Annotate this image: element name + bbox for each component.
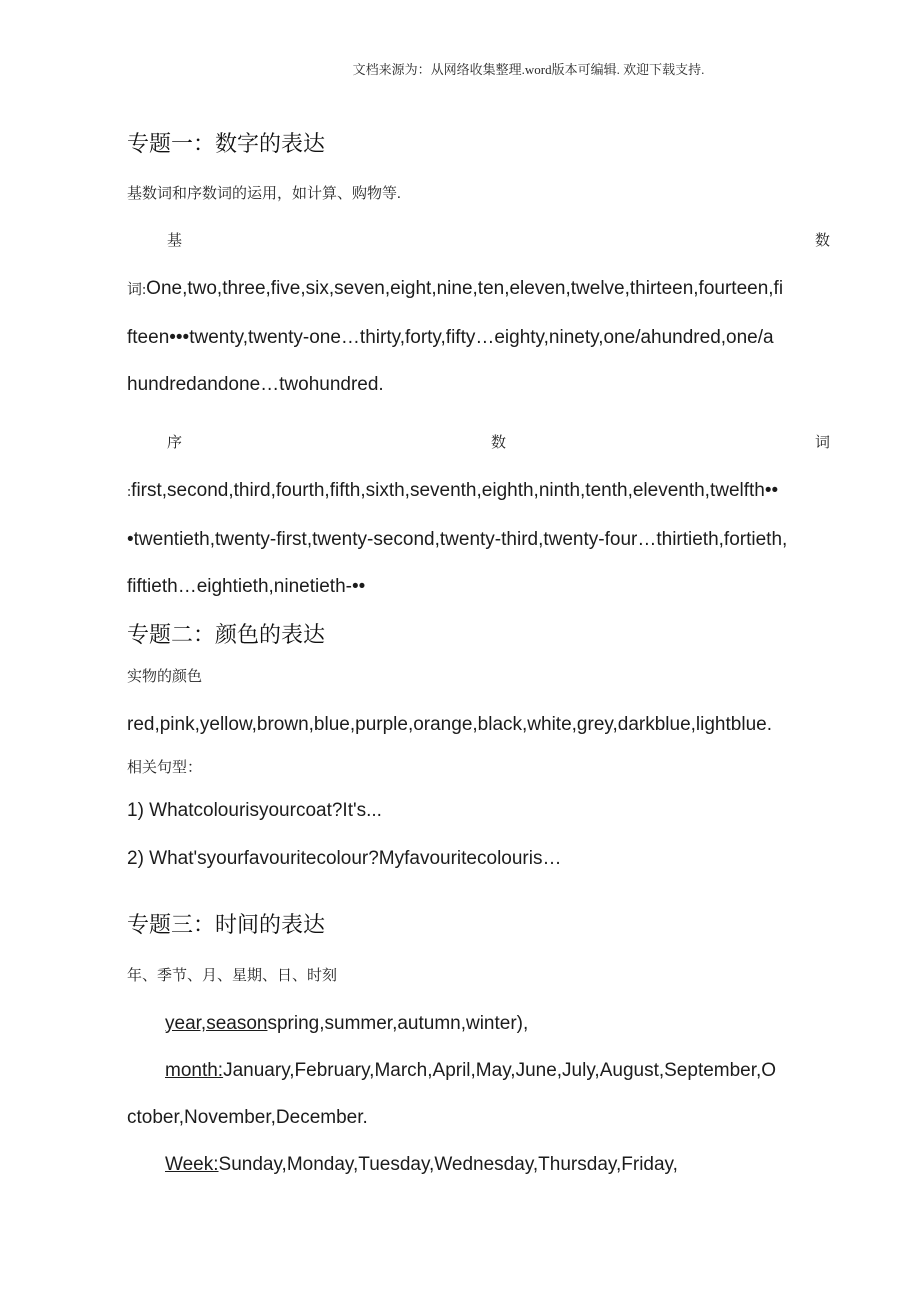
month-wrap-line: ctober,November,December.: [127, 1107, 368, 1128]
section-3-title: 专题三：时间的表达: [127, 912, 326, 937]
ordinal-numbers-line-2: •twentieth,twenty-first,twenty-second,twenty-third,twenty-four…thirtieth,fortieth,: [127, 529, 788, 550]
cardinal-label-wrap-prefix: 词:: [127, 282, 147, 298]
sentence-pattern-item-2: 2) What'syourfavouritecolour?Myfavouritecolouris…: [127, 848, 562, 869]
ordinal-numbers-line-1-text: first,second,third,fourth,fifth,sixth,seventh,eighth,ninth,tenth,eleventh,twelfth••: [131, 480, 779, 501]
ordinal-label-char-mid: 数: [490, 435, 506, 451]
cardinal-label-char-right: 数: [814, 233, 830, 249]
section-2-subtitle: 实物的颜色: [127, 669, 203, 685]
week-line: [127, 1141, 830, 1188]
ordinal-numbers-line-1: [127, 467, 830, 516]
ordinal-numbers-line-3: fiftieth…eightieth,ninetieth-••: [127, 576, 366, 597]
section-3-subtitle: 年、季节、月、星期、日、时刻: [127, 968, 338, 984]
year-season-values: spring,summer,autumn,winter),: [267, 1013, 529, 1034]
cardinal-label-char-left: 基: [167, 233, 183, 249]
section-1-intro: 基数词和序数词的运用，如计算、购物等.: [127, 186, 401, 202]
week-underlined-keyword: Week:: [165, 1154, 219, 1175]
year-season-line: [127, 1000, 830, 1047]
cardinal-numbers-line-1-text: One,two,three,five,six,seven,eight,nine,ten,eleven,twelve,thirteen,fourteen,fi: [146, 278, 784, 299]
ordinal-label-char-right: 词: [814, 435, 830, 451]
document-source-note: 文档来源为：从网络收集整理.word版本可编辑. 欢迎下载支持.: [352, 62, 705, 77]
ordinal-label-justified-line: [127, 420, 830, 467]
ordinal-label-char-left: 序: [167, 435, 183, 451]
week-values: Sunday,Monday,Tuesday,Wednesday,Thursday,Friday,: [218, 1154, 678, 1175]
cardinal-numbers-line-3: hundredandone…twohundred.: [127, 374, 384, 395]
section-1-title: 专题一：数字的表达: [127, 131, 326, 156]
cardinal-numbers-line-2: fteen•••twenty,twenty-one…thirty,forty,fifty…eighty,ninety,one/ahundred,one/a: [127, 327, 774, 348]
cardinal-label-justified-line: [127, 218, 830, 265]
sentence-pattern-item-1: 1) Whatcolourisyourcoat?It's...: [127, 800, 382, 821]
month-underlined-keyword: month:: [165, 1060, 224, 1081]
cardinal-numbers-line-1: [127, 265, 830, 314]
sentence-patterns-label: 相关句型：: [127, 760, 203, 776]
section-2-title: 专题二：颜色的表达: [127, 622, 326, 647]
colors-list-line: red,pink,yellow,brown,blue,purple,orange,black,white,grey,darkblue,lightblue.: [127, 714, 772, 735]
month-values: January,February,March,April,May,June,July,August,September,O: [223, 1060, 777, 1081]
year-season-underlined-keyword: year,season: [165, 1013, 268, 1034]
month-line: [127, 1047, 830, 1094]
ordinal-label-wrap-prefix: :: [127, 484, 132, 500]
